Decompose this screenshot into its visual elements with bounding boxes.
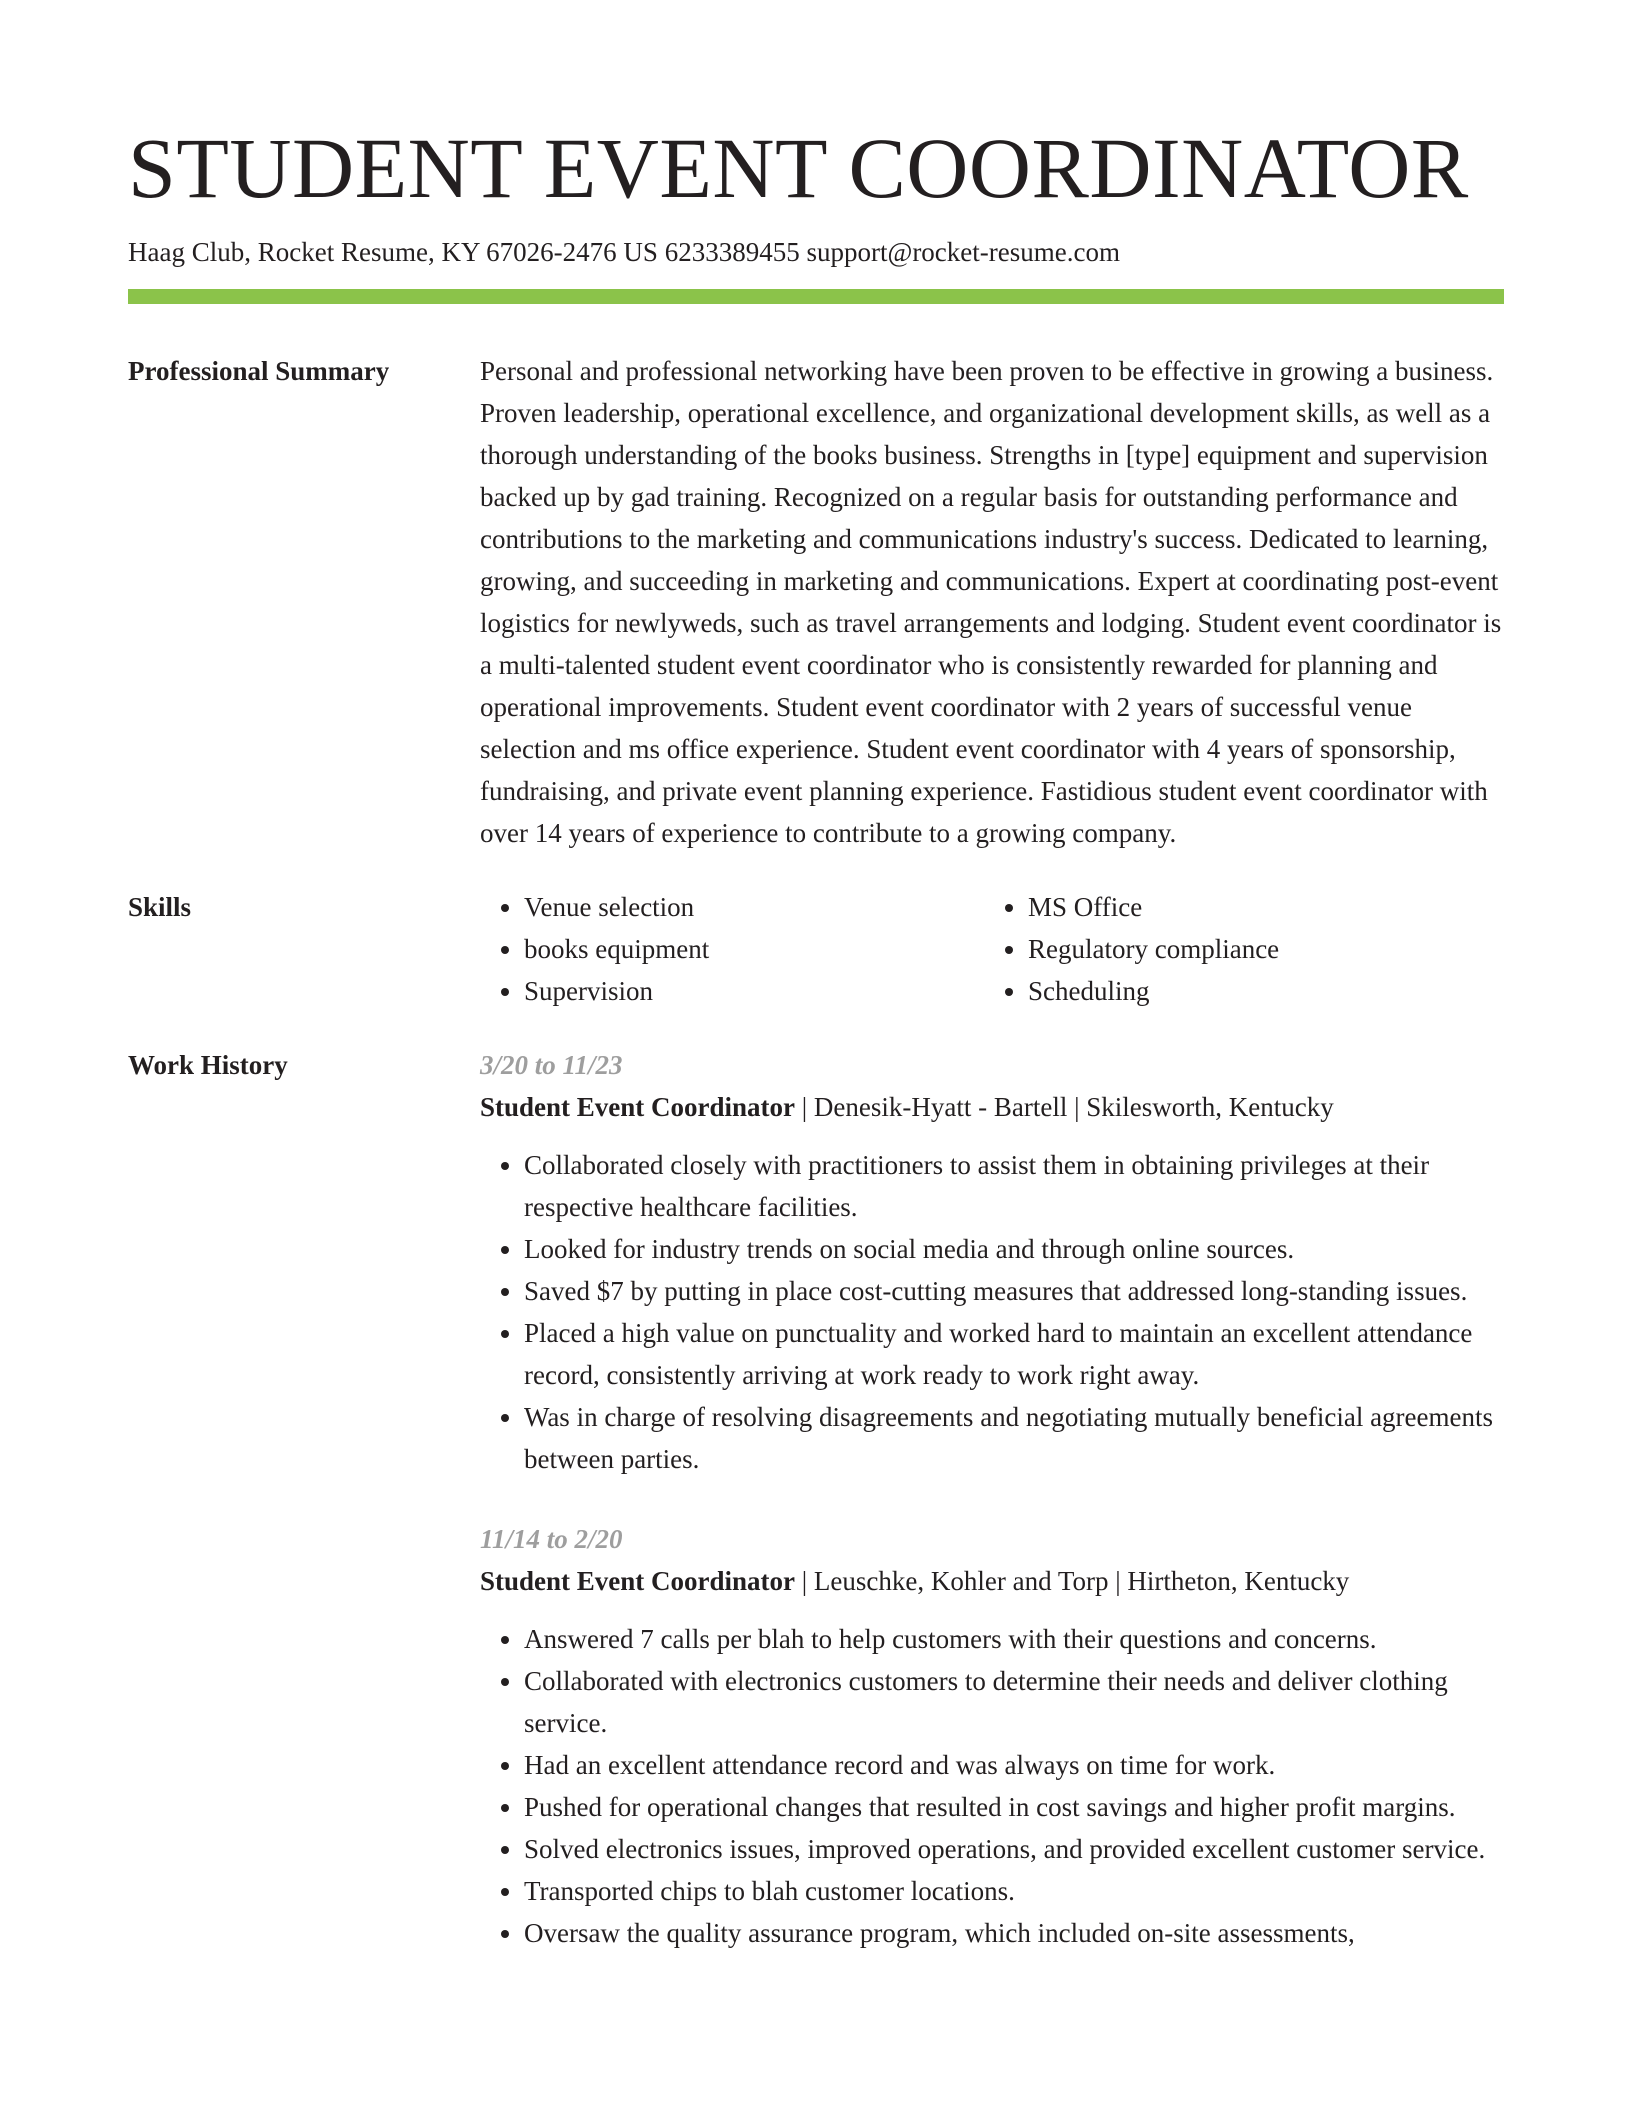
section-body — [480, 1044, 1504, 1992]
job-bullet: • Was in charge of resolving disagreements and negotiating mutually beneficial agreements between parties. — [524, 1396, 1504, 1480]
candidate-name: STUDENT EVENT COORDINATOR — [128, 120, 1469, 216]
skill-item: • MS Office — [1028, 886, 1488, 928]
section-body — [480, 350, 1504, 854]
job-heading — [480, 1086, 1504, 1128]
job-bullets — [480, 1618, 1504, 1954]
skills-column-1 — [480, 886, 984, 1012]
job-bullet: • Had an excellent attendance record and was always on time for work. — [524, 1744, 1504, 1786]
skill-item: • Regulatory compliance — [1028, 928, 1488, 970]
job-bullet: • Oversaw the quality assurance program, which included on-site assessments, — [524, 1912, 1504, 1954]
skills-grid — [480, 886, 1504, 1012]
section-label: Professional Summary — [128, 356, 390, 386]
contact-address: Haag Club, Rocket Resume, KY 67026-2476 US — [128, 237, 658, 267]
accent-divider — [128, 289, 1504, 304]
job-dates: 11/14 to 2/20 — [480, 1524, 623, 1554]
skill-item: • books equipment — [524, 928, 984, 970]
job-entry — [480, 1044, 1504, 1480]
contact-line — [128, 235, 1504, 269]
skill-item: • Supervision — [524, 970, 984, 1012]
job-bullet: • Collaborated closely with practitioners to assist them in obtaining privileges at their respective healthcare facilities. — [524, 1144, 1504, 1228]
job-entry — [480, 1518, 1504, 1954]
skill-item: • Scheduling — [1028, 970, 1488, 1012]
job-bullet: • Placed a high value on punctuality and worked hard to maintain an excellent attendance record, consistently arriving at work ready to work right away. — [524, 1312, 1504, 1396]
skills-section — [128, 886, 1504, 1012]
skills-column-2 — [984, 886, 1488, 1012]
job-heading — [480, 1560, 1504, 1602]
work-history-section — [128, 1044, 1504, 1992]
job-bullet: • Looked for industry trends on social media and through online sources. — [524, 1228, 1504, 1270]
job-title: Student Event Coordinator — [480, 1092, 796, 1122]
job-title: Student Event Coordinator — [480, 1566, 796, 1596]
section-label: Skills — [128, 892, 192, 922]
job-bullet: • Pushed for operational changes that resulted in cost savings and higher profit margins. — [524, 1786, 1504, 1828]
contact-phone: 6233389455 — [664, 237, 800, 267]
job-employer-location: | Leuschke, Kohler and Torp | Hirtheton, Kentucky — [795, 1566, 1350, 1596]
job-bullet: • Solved electronics issues, improved operations, and provided excellent customer service. — [524, 1828, 1504, 1870]
professional-summary-section — [128, 350, 1504, 854]
contact-email: support@rocket-resume.com — [806, 237, 1120, 267]
job-dates: 3/20 to 11/23 — [480, 1050, 623, 1080]
section-label: Work History — [128, 1050, 288, 1080]
summary-text: Personal and professional networking have been proven to be effective in growing a business. Proven leadership, operational excellence, and organizational development skills, as well as a thorough understanding of the books business. Strengths in [type] equipment and supervision backed up by gad training. Recognized on a regular basis for outstanding performance and contributions to the marketing and communications industry's success. Dedicated to learning, growing, and succeeding in marketing and communications. Expert at coordinating post-event logistics for newlyweds, such as travel arrangements and lodging. Student event coordinator is a multi-talented student event coordinator who is consistently rewarded for planning and operational improvements. Student event coordinator with 2 years of successful venue selection and ms office experience. Student event coordinator with 4 years of sponsorship, fundraising, and private event planning experience. Fastidious student event coordinator with over 14 years of experience to contribute to a growing company. — [480, 356, 1502, 848]
resume-page — [128, 0, 1504, 1992]
job-bullet: • Collaborated with electronics customers to determine their needs and deliver clothing service. — [524, 1660, 1504, 1744]
job-bullet: • Saved $7 by putting in place cost-cutting measures that addressed long-standing issues. — [524, 1270, 1504, 1312]
job-employer-location: | Denesik-Hyatt - Bartell | Skilesworth, Kentucky — [795, 1092, 1334, 1122]
skill-item: • Venue selection — [524, 886, 984, 928]
job-bullets — [480, 1144, 1504, 1480]
job-bullet: • Answered 7 calls per blah to help customers with their questions and concerns. — [524, 1618, 1504, 1660]
job-bullet: • Transported chips to blah customer locations. — [524, 1870, 1504, 1912]
